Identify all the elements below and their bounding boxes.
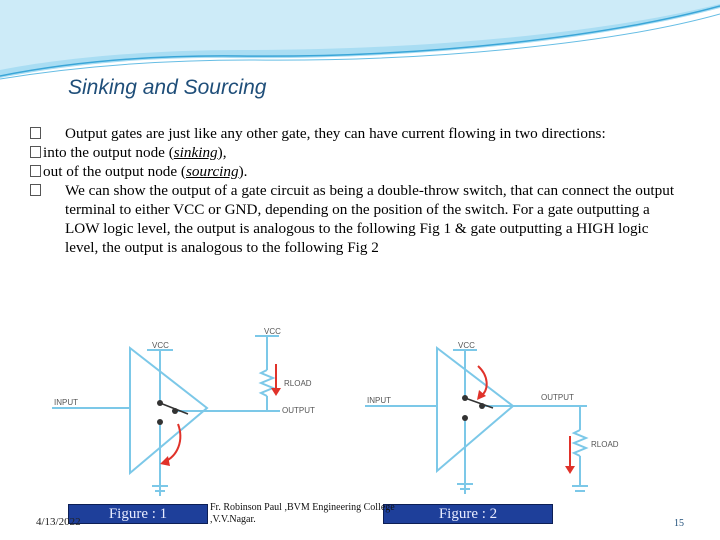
bullet-emphasis: sourcing — [186, 163, 239, 180]
label-output: OUTPUT — [541, 393, 574, 402]
header-wave-decoration — [0, 0, 720, 80]
label-rload: RLOAD — [591, 440, 619, 449]
bullet-emphasis: sinking — [173, 144, 218, 161]
square-bullet-icon — [30, 146, 41, 158]
square-bullet-icon — [30, 127, 41, 139]
bullet-text: ), — [217, 144, 227, 161]
bullet-text: We can show the output of a gate circuit as being a double-throw switch, that can connect the output terminal to either VCC or GND, depending on the position of the switch. For a gate outputting a LOW logic level, the output is analogous to the following Fig 1 & gate outputting a HIGH logic level, the output is analogous to the following Fig 2 — [65, 182, 675, 256]
figure-2-diagram — [365, 336, 627, 496]
figure-1-diagram — [52, 328, 342, 498]
square-bullet-icon — [30, 184, 41, 196]
label-input: INPUT — [54, 398, 78, 407]
bullet-list — [30, 124, 680, 257]
bullet-text: into the output node ( — [43, 144, 174, 161]
bullet-item — [30, 181, 680, 257]
label-output: OUTPUT — [282, 406, 315, 415]
label-vcc: VCC — [264, 328, 281, 336]
footer-author-line: Fr. Robinson Paul ,BVM Engineering College — [210, 502, 395, 513]
page-number: 15 — [674, 518, 684, 529]
footer-author — [210, 502, 395, 526]
figure-2-caption: Figure : 2 — [383, 504, 553, 524]
footer-date: 4/13/2022 — [36, 516, 81, 528]
figure-1-svg — [52, 328, 342, 498]
label-input: INPUT — [367, 396, 391, 405]
bullet-text: Output gates are just like any other gate, they can have current flowing in two directions: — [65, 125, 606, 142]
bullet-item — [30, 124, 680, 143]
label-vcc: VCC — [458, 341, 475, 350]
bullet-item — [30, 162, 680, 181]
slide-title: Sinking and Sourcing — [68, 76, 267, 99]
square-bullet-icon — [30, 165, 41, 177]
label-rload: RLOAD — [284, 379, 312, 388]
label-vcc: VCC — [152, 341, 169, 350]
figure-1-caption: Figure : 1 — [68, 504, 208, 524]
bullet-text: out of the output node ( — [43, 163, 186, 180]
figure-2-svg — [365, 336, 627, 496]
bullet-text: ). — [238, 163, 248, 180]
bullet-item — [30, 143, 680, 162]
footer-author-line: ,V.V.Nagar. — [210, 514, 256, 525]
